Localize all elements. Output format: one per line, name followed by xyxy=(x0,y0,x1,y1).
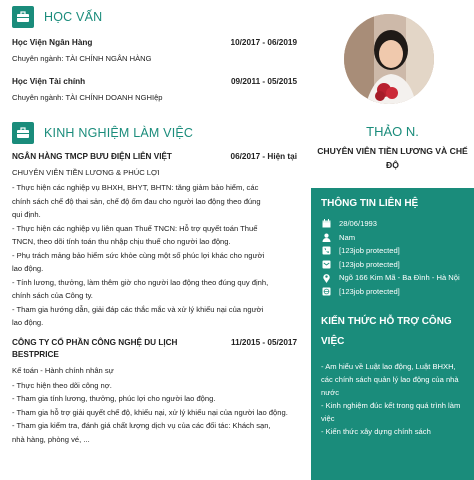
education-major: Chuyên ngành: TÀI CHÍNH NGÂN HÀNG xyxy=(12,54,152,63)
skill-item: - Am hiểu về Luật lao động, Luật BHXH, các chính sách quản lý lao động của nhà nước xyxy=(321,361,459,397)
contact-item xyxy=(321,217,466,230)
description-line: chính sách chế độ thai sản, chế độ ốm đau cho người lao động theo đúng xyxy=(12,196,261,206)
job-role: Kế toán - Hành chính nhân sự xyxy=(12,365,114,375)
job-period: 11/2015 - 05/2017 xyxy=(230,337,297,347)
phone-icon xyxy=(321,246,331,256)
contact-item xyxy=(321,271,466,284)
description-line: - Tham gia hướng dẫn, giải đáp các thắc mắc và xử lý khiếu nại của người xyxy=(12,304,264,314)
job-entry xyxy=(12,338,297,447)
skill-item: - Kiến thức xây dựng chính sách xyxy=(321,426,431,436)
contact-text: 28/06/1993 xyxy=(339,219,378,228)
contact-text: [123job protected] xyxy=(339,286,400,296)
education-period: 10/2017 - 06/2019 xyxy=(230,38,297,47)
contact-title: THÔNG TIN LIÊN HỆ xyxy=(321,198,419,209)
contact-list xyxy=(321,217,466,298)
company-name: CÔNG TY CỔ PHẦN CÔNG NGHỆ DU LỊCH xyxy=(12,337,178,347)
job-description xyxy=(12,181,297,330)
description-line: qui định. xyxy=(12,210,41,219)
user-icon xyxy=(321,232,331,242)
description-line: - Phụ trách mảng bảo hiểm sức khỏe cùng một số phúc lợi khác cho người xyxy=(12,250,265,260)
education-item xyxy=(12,77,297,102)
education-title: HỌC VẤN xyxy=(44,10,103,24)
company-name-line2: BESTPRICE xyxy=(12,349,59,359)
briefcase-icon xyxy=(12,122,34,144)
contact-item xyxy=(321,231,466,244)
contact-text: Nam xyxy=(339,232,356,242)
sidebar-panel xyxy=(311,188,474,480)
job-period: 06/2017 - Hiện tại xyxy=(230,152,297,161)
skills-list xyxy=(321,360,466,438)
description-line: - Tham gia tính lương, thưởng, phúc lợi cho người lao động. xyxy=(12,394,216,403)
contact-text: [123job protected] xyxy=(339,259,400,269)
contact-text: [123job protected] xyxy=(339,246,400,255)
skills-title: KIẾN THỨC HỖ TRỢ CÔNG VIỆC xyxy=(321,315,452,347)
education-period: 09/2011 - 05/2015 xyxy=(230,77,297,86)
profile-name: THẢO N. xyxy=(366,124,419,139)
profile-header xyxy=(311,0,474,188)
web-icon xyxy=(321,286,331,296)
email-icon xyxy=(321,259,331,269)
job-description xyxy=(12,379,297,447)
profile-role: CHUYÊN VIÊN TIỀN LƯƠNG VÀ CHẾ ĐỘ xyxy=(317,146,468,170)
education-header xyxy=(12,2,297,32)
school-name: Học Viện Tài chính xyxy=(12,77,86,86)
description-line: - Thực hiện theo dõi công nợ. xyxy=(12,380,112,390)
education-item xyxy=(12,38,297,63)
description-line: - Tham gia kiểm tra, đánh giá chất lượng dịch vụ của các đối tác: Khách sạn, xyxy=(12,421,271,430)
job-entry xyxy=(12,152,297,330)
job-role: CHUYÊN VIÊN TIỀN LƯƠNG & PHÚC LỢI xyxy=(12,168,160,177)
skill-item: - Kinh nghiệm đúc kết trong quá trình làm việc xyxy=(321,400,461,423)
description-line: - Tính lương, thưởng, làm thêm giờ cho người lao động theo đúng quy định, xyxy=(12,277,269,287)
contact-text: Ngõ 166 Kim Mã - Ba Đình - Hà Nội xyxy=(339,273,460,282)
description-line: TNCN, theo dõi tính toán thu nhập chịu thuế cho người lao động. xyxy=(12,237,231,246)
education-major: Chuyên ngành: TÀI CHÍNH DOANH NGHIệp xyxy=(12,93,163,102)
contact-item xyxy=(321,285,466,298)
school-name: Học Viện Ngân Hàng xyxy=(12,38,93,47)
description-line: nhà hàng, phòng vé, ... xyxy=(12,434,90,444)
avatar xyxy=(344,14,434,104)
sidebar xyxy=(311,0,474,480)
experience-title: KINH NGHIỆM LÀM VIỆC xyxy=(44,126,194,140)
contact-item xyxy=(321,258,466,271)
contact-item xyxy=(321,244,466,257)
description-line: - Thực hiện các nghiệp vụ liên quan Thuế TNCN: Hỗ trợ quyết toán Thuế xyxy=(12,223,258,233)
location-icon xyxy=(321,273,331,283)
description-line: - Thực hiện các nghiệp vụ BHXH, BHYT, BHTN: tăng giảm bảo hiểm, các xyxy=(12,183,259,192)
briefcase-icon xyxy=(12,6,34,28)
company-name: NGÂN HÀNG TMCP BƯU ĐIỆN LIÊN VIỆT xyxy=(12,152,172,161)
experience-header xyxy=(12,118,297,148)
calendar-icon xyxy=(321,219,331,229)
description-line: chính sách của Công ty. xyxy=(12,291,93,300)
description-line: - Tham gia hỗ trợ giải quyết chế độ, khiếu nại, xử lý khiếu nại của người lao động. xyxy=(12,407,288,417)
description-line: lao động. xyxy=(12,318,44,327)
description-line: lao động. xyxy=(12,264,44,273)
